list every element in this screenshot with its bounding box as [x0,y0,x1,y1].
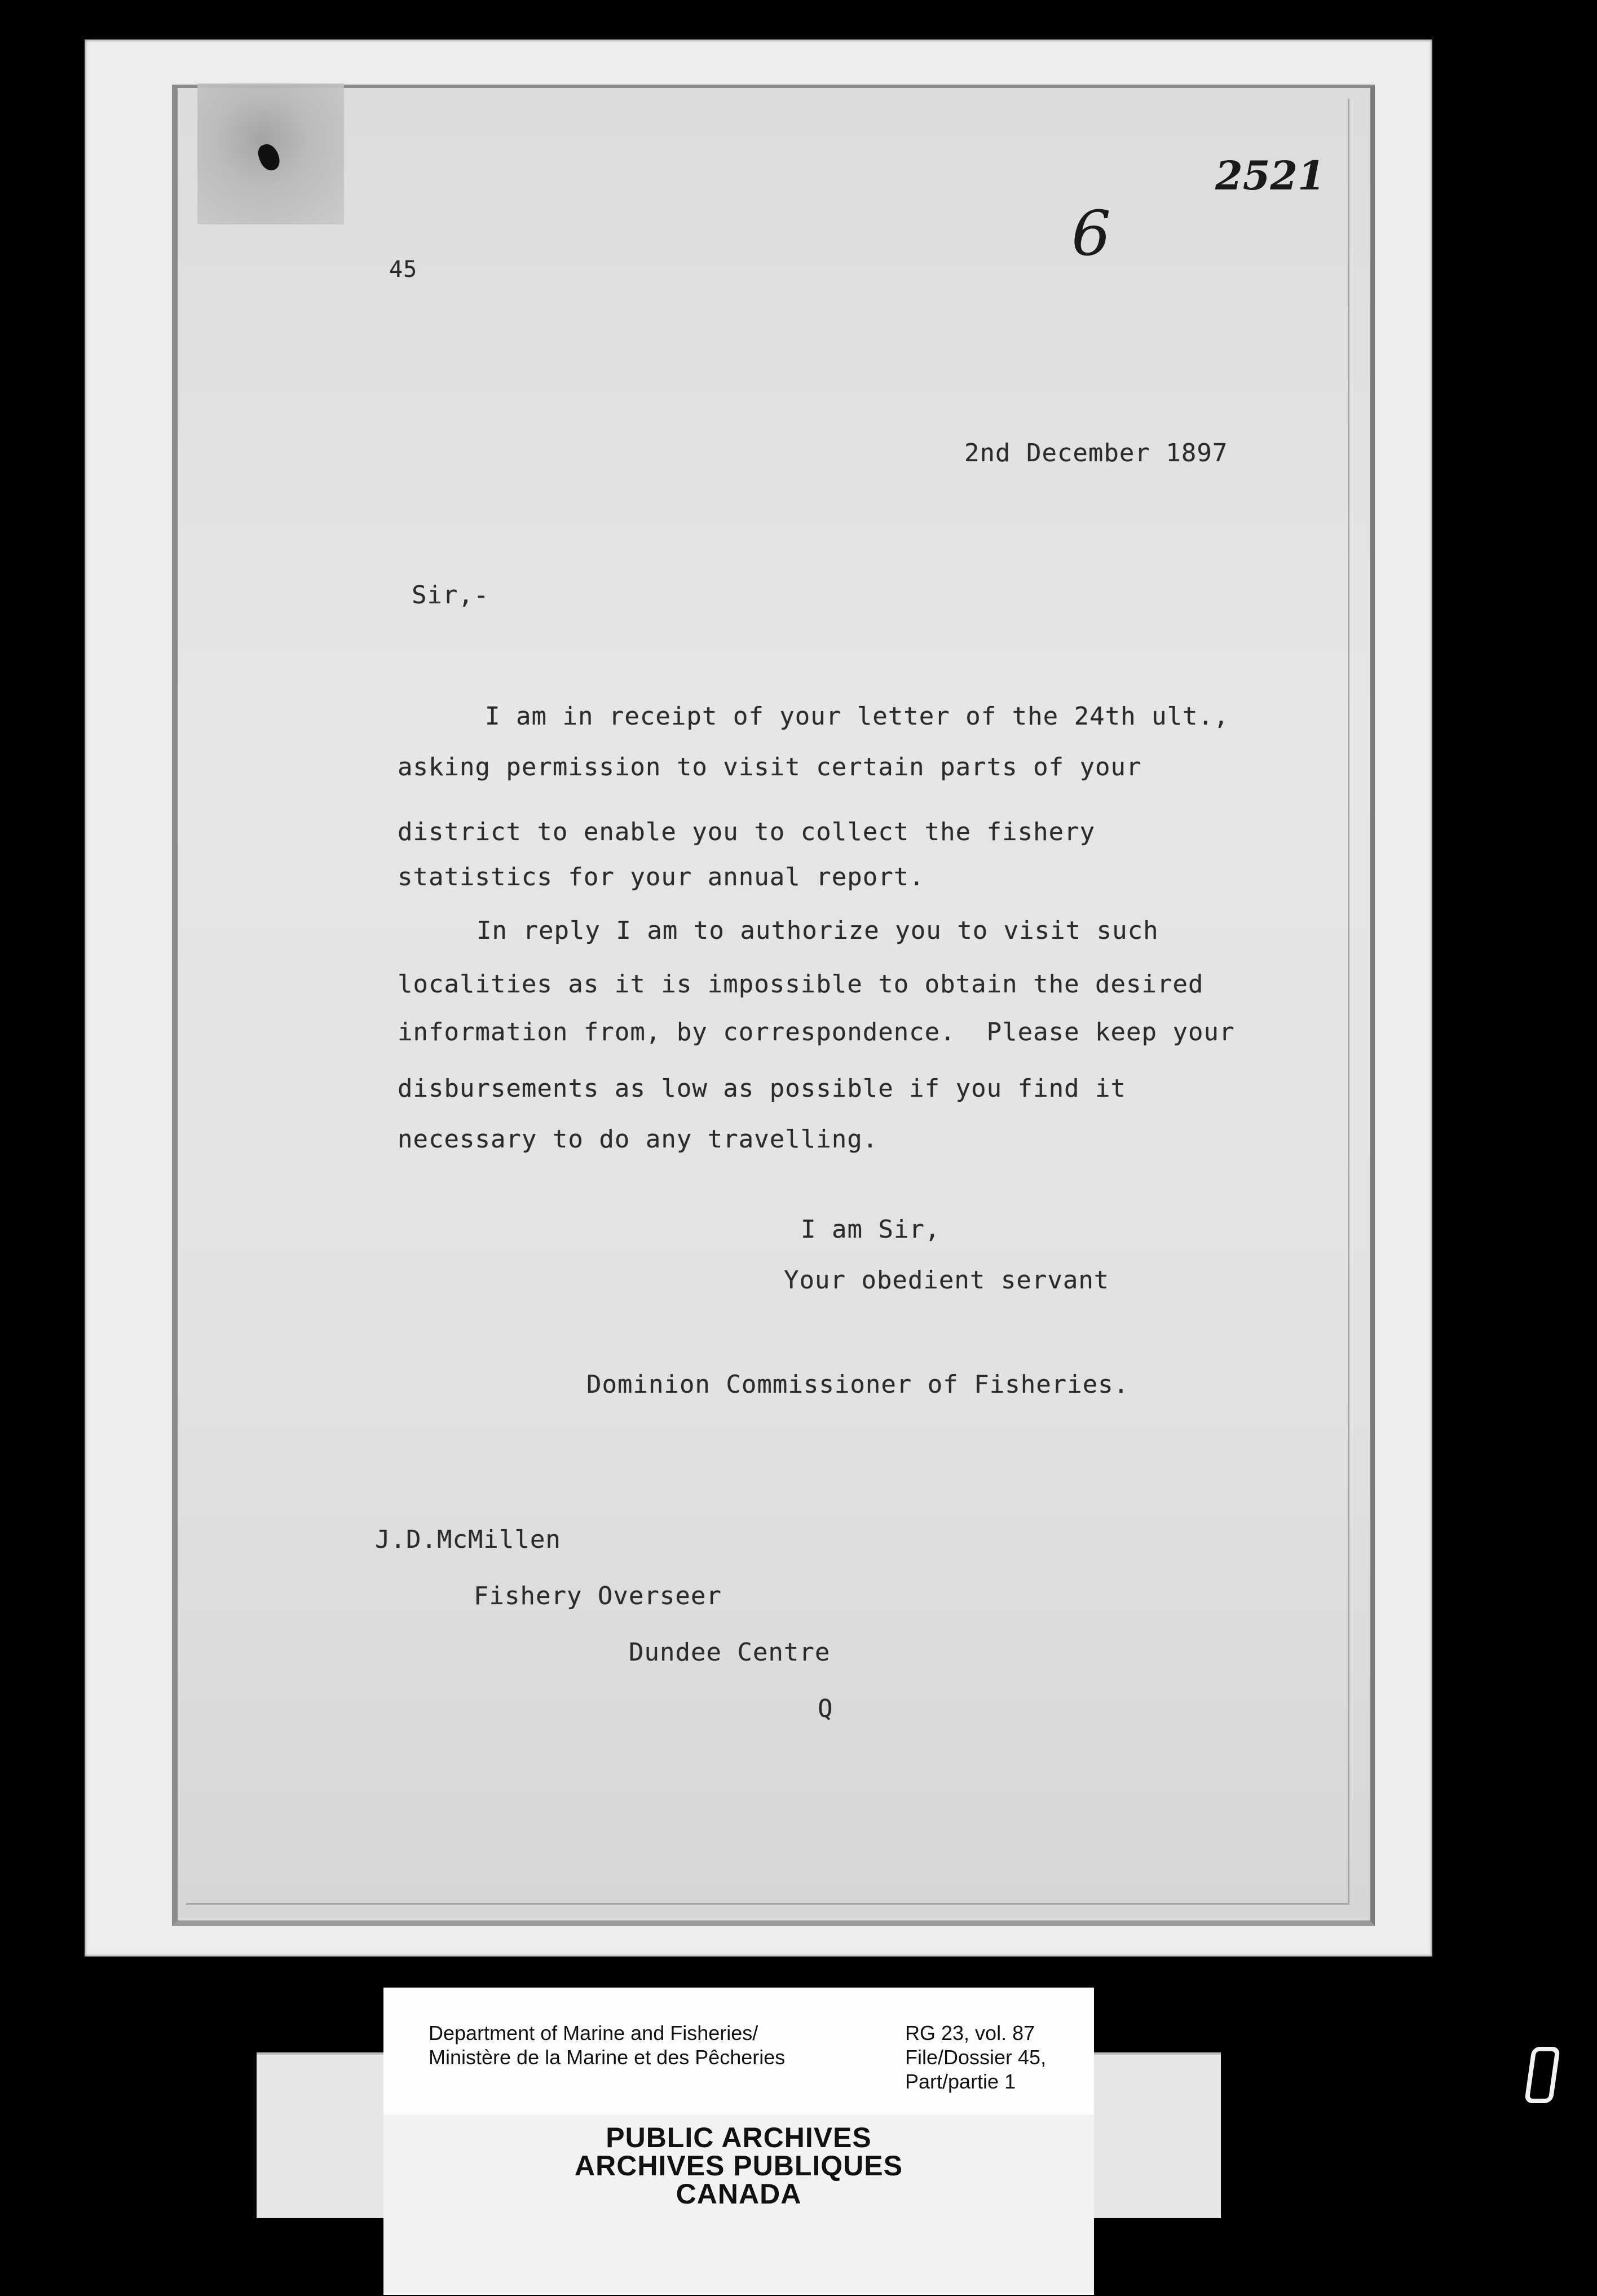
letter-page-edge [186,99,1349,1905]
stamp-line-1: PUBLIC ARCHIVES [606,2122,872,2153]
label-department-en: Department of Marine and Fisheries/ [429,2021,758,2045]
film-frame-number-mark [1524,2047,1560,2103]
label-reference-3: Part/partie 1 [905,2070,1016,2093]
paragraph-1-line-1: I am in receipt of your letter of the 24th ult., [485,702,1229,731]
label-reference-2: File/Dossier 45, [905,2046,1047,2069]
stamp-line-3: CANADA [676,2178,802,2210]
paragraph-2-line-4: disbursements as low as possible if you find it [398,1074,1127,1103]
label-department-fr: Ministère de la Marine et des Pêcheries [429,2046,786,2069]
letter-date: 2nd December 1897 [964,439,1228,467]
salutation: Sir,- [412,581,489,610]
handwritten-mark: 6 [1071,197,1111,270]
stamp-line-2: ARCHIVES PUBLIQUES [575,2150,903,2182]
paragraph-2-line-3: information from, by correspondence. Please keep your [398,1018,1235,1047]
addressee-title: Fishery Overseer [474,1582,722,1610]
paragraph-1-line-3: district to enable you to collect the fishery [398,818,1096,846]
handwritten-page-number: 2521 [1215,152,1325,199]
paragraph-2-line-5: necessary to do any travelling. [398,1125,879,1154]
closing-line-2: Your obedient servant [784,1266,1110,1295]
paragraph-2-line-2: localities as it is impossible to obtain the desired [398,970,1204,999]
label-reference-1: RG 23, vol. 87 [905,2021,1035,2045]
paragraph-1-line-4: statistics for your annual report. [398,863,925,891]
paragraph-1-line-2: asking permission to visit certain parts of your [398,753,1142,781]
file-number: 45 [389,257,418,282]
closing-line-1: I am Sir, [801,1215,941,1244]
addressee-province: Q [818,1694,833,1723]
signature-title: Dominion Commissioner of Fisheries. [586,1370,1130,1399]
paragraph-2-line-1: In reply I am to authorize you to visit such [477,916,1159,945]
addressee-place: Dundee Centre [629,1638,831,1667]
addressee-name: J.D.McMillen [375,1525,561,1554]
